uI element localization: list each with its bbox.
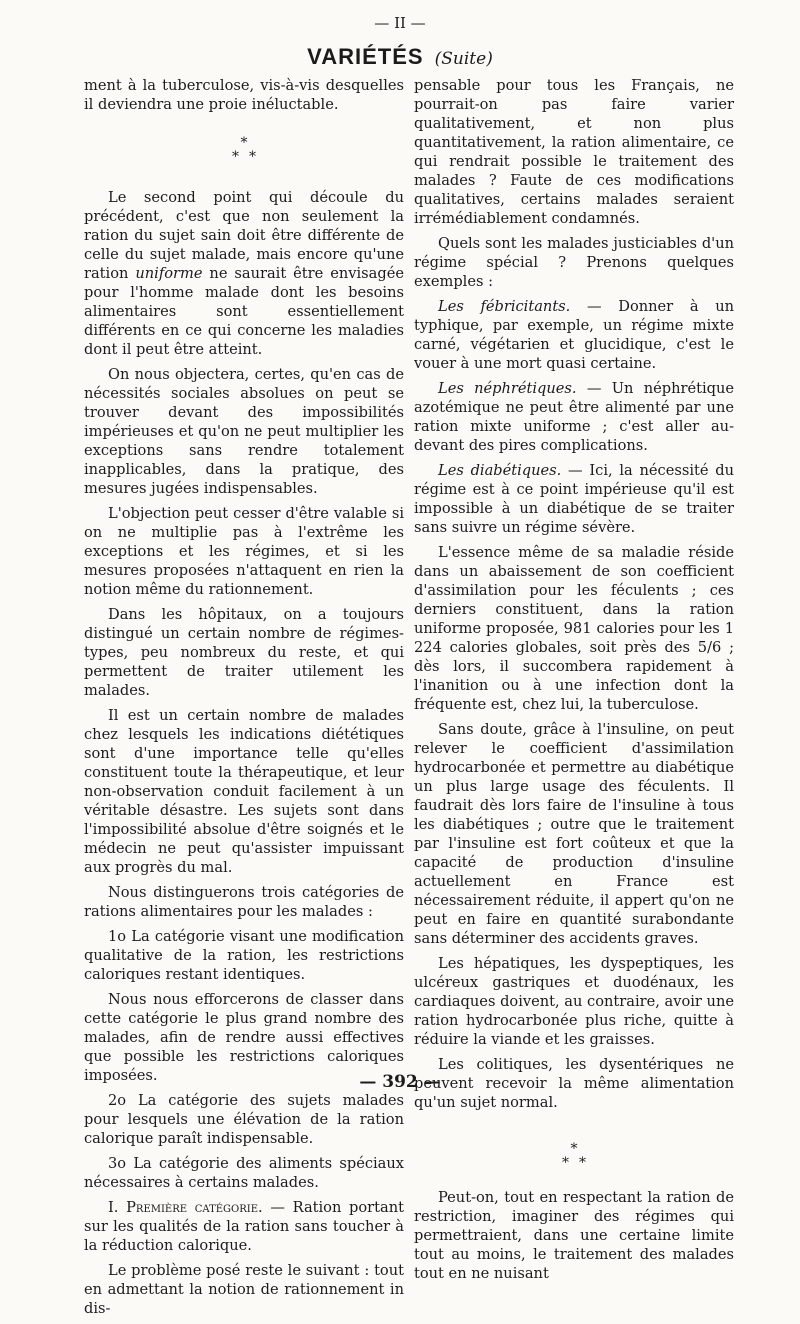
paragraph: Les néphrétiques. — Un néphrétique azotémique ne peut être alimenté par une ration mixte uniforme ; c'est aller au-devant des pires complications. xyxy=(414,380,734,454)
paragraph: 2o La catégorie des sujets malades pour lesquels une élévation de la ration calorique paraît indispensable. xyxy=(84,1092,404,1147)
paragraph: Peut-on, tout en respectant la ration de restriction, imaginer des régimes qui permettraient, dans une certaine limite tout au moins, le traitement des malades tout en ne nuisant xyxy=(414,1189,734,1282)
paragraph: Nous nous efforcerons de classer dans cette catégorie le plus grand nombre des malades, afin de rendre aussi effectives que possible les restrictions caloriques imposées. xyxy=(84,991,404,1084)
paragraph: 3o La catégorie des aliments spéciaux nécessaires à certains malades. xyxy=(84,1155,404,1191)
paragraph: Il est un certain nombre de malades chez lesquels les indications diététiques sont d'une importance telle qu'elles constituent toute la thérapeutique, et leur non-observation conduit facilement à un véritable désastre. Les sujets sont dans l'impossibilité absolue d'être soignés et le médecin ne peut qu'assister impuissant aux progrès du mal. xyxy=(84,707,404,876)
paragraph: 1o La catégorie visant une modification qualitative de la ration, les restrictions caloriques restant identiques. xyxy=(84,928,404,983)
asterism-divider: * ** xyxy=(562,1141,596,1171)
running-title xyxy=(0,44,800,70)
asterism-divider: * ** xyxy=(232,135,266,165)
section-title-suffix: (Suite) xyxy=(434,49,493,69)
section-heading: I. Première catégorie. — Ration portant sur les qualités de la ration sans toucher à la réduction calorique. xyxy=(84,1199,404,1254)
paragraph: Les colitiques, les dysentériques ne peuvent recevoir la même alimentation qu'un sujet normal. xyxy=(414,1056,734,1111)
left-column xyxy=(84,76,404,1324)
paragraph: Dans les hôpitaux, on a toujours distingué un certain nombre de régimes-types, peu nombreux du reste, et qui permettent de traiter utilement les malades. xyxy=(84,606,404,699)
paragraph: Le second point qui découle du précédent, c'est que non seulement la ration du sujet sain doit être différente de celle du sujet malade, mais encore qu'une ration uniforme ne saurait être envisagée pour l'homme malade dont les besoins alimentaires sont essentiellement différents en ce qui concerne les maladies dont il peut être atteint. xyxy=(84,189,404,358)
paragraph: pensable pour tous les Français, ne pourrait-on pas faire varier qualitativement, et non plus quantitativement, la ration alimentaire, ce qui rendrait possible le traitement des malades ? Faute de ces modifications qualitatives, certains malades seraient irrémédiablement condamnés. xyxy=(414,77,734,227)
right-column xyxy=(414,76,734,1289)
paragraph: ment à la tuberculose, vis-à-vis desquelles il deviendra une proie inéluctable. xyxy=(84,77,404,113)
paragraph: Sans doute, grâce à l'insuline, on peut relever le coefficient d'assimilation hydrocarbonée et permettre au diabétique un plus large usage des féculents. Il faudrait dès lors faire de l'insuline à tous les diabétiques ; outre que le traitement par l'insuline est fort coûteux et que la capacité de production d'insuline actuellement en France est nécessairement réduite, il appert qu'on ne peut en faire en quantité surabondante sans déterminer des accidents graves. xyxy=(414,721,734,947)
paragraph: Les diabétiques. — Ici, la nécessité du régime est à ce point impérieuse qu'il est impossible à un diabétique de se traiter sans suivre un régime sévère. xyxy=(414,462,734,536)
paragraph: L'objection peut cesser d'être valable si on ne multiplie pas à l'extrême les exceptions et les régimes, et si les mesures proposées n'attaquent en rien la notion même du rationnement. xyxy=(84,505,404,598)
section-title: VARIÉTÉS xyxy=(307,44,424,69)
paragraph: On nous objectera, certes, qu'en cas de nécessités sociales absolues on peut se trouver devant des impossibilités impérieuses et qu'on ne peut multiplier les exceptions sans rendre totalement inapplicables, dans la pratique, des mesures jugées indispensables. xyxy=(84,366,404,497)
paragraph: Les fébricitants. — Donner à un typhique, par exemple, un régime mixte carné, végétarien et glucidique, c'est le vouer à une mort quasi certaine. xyxy=(414,298,734,372)
page-number-roman: — II — xyxy=(374,14,426,32)
paragraph: Quels sont les malades justiciables d'un régime spécial ? Prenons quelques exemples : xyxy=(414,235,734,290)
paragraph: Le problème posé reste le suivant : tout en admettant la notion de rationnement in dis- xyxy=(84,1262,404,1317)
paragraph: Les hépatiques, les dyspeptiques, les ulcéreux gastriques et duodénaux, les cardiaques doivent, au contraire, avoir une ration hydrocarbonée plus riche, quitte à réduire la viande et les graisses. xyxy=(414,955,734,1048)
paragraph: Nous distinguerons trois catégories de rations alimentaires pour les malades : xyxy=(84,884,404,920)
page-number: — 392 — xyxy=(359,1072,441,1092)
paragraph: L'essence même de sa maladie réside dans un abaissement de son coefficient d'assimilation pour les féculents ; ces derniers constituent, dans la ration uniforme proposée, 981 calories pour les 1 224 calories globales, soit près des 5/6 ; dès lors, il succombera rapidement à l'inanition ou à une infection dont la fréquente est, chez lui, la tuberculose. xyxy=(414,544,734,713)
